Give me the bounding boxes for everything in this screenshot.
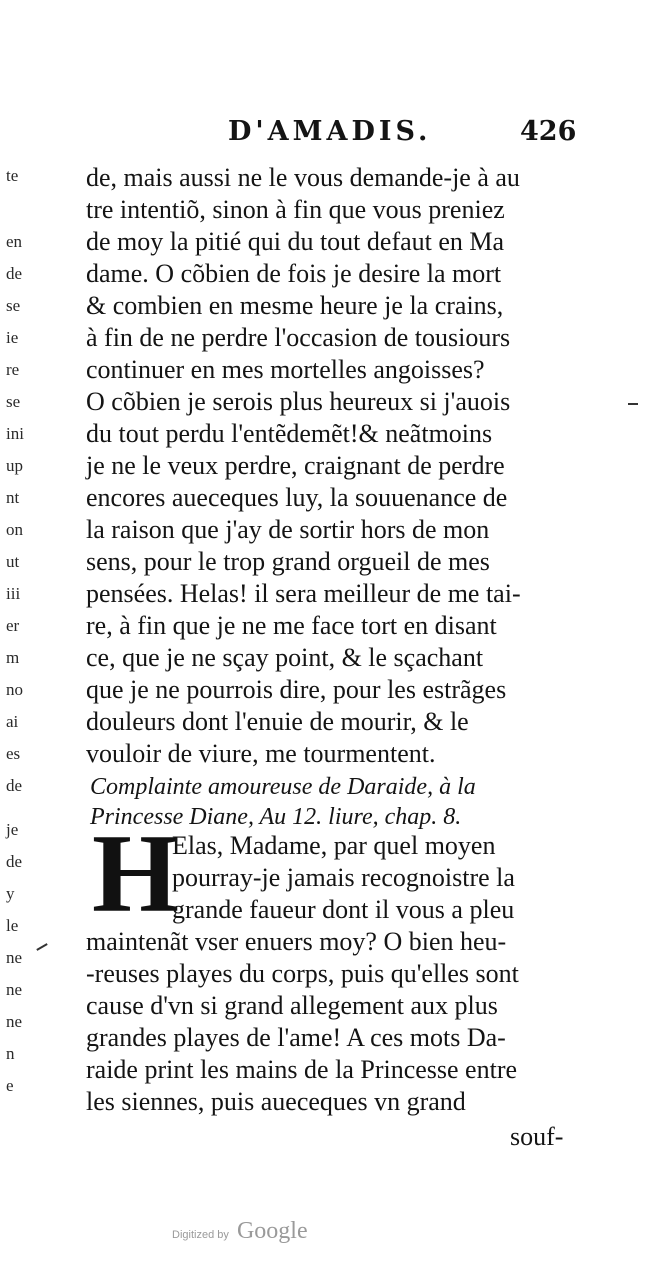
- watermark-prefix: Digitized by: [172, 1229, 229, 1241]
- margin-fragment: iii: [6, 584, 21, 603]
- margin-fragment: ne: [6, 1012, 23, 1031]
- text-line: O cõbien je serois plus heureux si j'auois: [86, 387, 511, 416]
- margin-fragment: re: [6, 360, 20, 379]
- margin-fragment: e: [6, 1076, 14, 1095]
- page-number: 426: [520, 116, 577, 147]
- text-line: & combien en mesme heure je la crains,: [86, 291, 504, 320]
- margin-fragment: es: [6, 744, 21, 763]
- text-line: encores aueceques luy, la souuenance de: [86, 483, 508, 512]
- text-line: douleurs dont l'enuie de mourir, & le: [86, 707, 469, 736]
- text-line: Elas, Madame, par quel moyen: [172, 831, 496, 860]
- margin-fragment: ne: [6, 948, 23, 967]
- margin-fragment: no: [6, 680, 23, 699]
- text-line: de moy la pitié qui du tout defaut en Ma: [86, 227, 505, 256]
- text-line: que je ne pourrois dire, pour les estrãges: [86, 675, 507, 704]
- margin-fragment: nt: [6, 488, 20, 507]
- margin-fragment: up: [6, 456, 23, 475]
- margin-mark: [36, 943, 47, 951]
- margin-fragment: je: [6, 820, 19, 839]
- margin-fragment: se: [6, 392, 21, 411]
- running-header: [0, 116, 672, 152]
- margin-fragment: ie: [6, 328, 19, 347]
- margin-fragment: te: [6, 166, 19, 185]
- margin-fragment: de: [6, 776, 23, 795]
- text-line: vouloir de viure, me tourmentent.: [86, 739, 436, 768]
- text-line: je ne le veux perdre, craignant de perdre: [86, 451, 505, 480]
- margin-fragment: n: [6, 1044, 15, 1063]
- text-line: tre intentiõ, sinon à fin que vous preniez: [86, 195, 505, 224]
- section-caption-line: Princesse Diane, Au 12. liure, chap. 8.: [90, 804, 462, 830]
- margin-fragment: ai: [6, 712, 19, 731]
- text-line: ce, que je ne sçay point, & le sçachant: [86, 643, 484, 672]
- text-line: de, mais aussi ne le vous demande-je à au: [86, 163, 520, 192]
- margin-fragment: m: [6, 648, 20, 667]
- google-logo: Google: [236, 1218, 308, 1244]
- margin-mark: [628, 403, 638, 405]
- margin-fragment: en: [6, 232, 23, 251]
- text-line: pensées. Helas! il sera meilleur de me tai-: [86, 579, 521, 608]
- margin-fragment: y: [6, 884, 15, 903]
- margin-fragment: on: [6, 520, 23, 539]
- margin-fragment: ne: [6, 980, 23, 999]
- text-line: grande faueur dont il vous a pleu: [172, 895, 515, 924]
- margin-fragment: er: [6, 616, 20, 635]
- text-line: re, à fin que je ne me face tort en disant: [86, 611, 497, 640]
- text-line: du tout perdu l'entẽdemẽt!& neãtmoins: [86, 419, 493, 448]
- drop-cap: H: [92, 812, 180, 936]
- text-line: grandes playes de l'ame! A ces mots Da-: [86, 1023, 506, 1052]
- header-title: D'AMADIS.: [228, 116, 432, 147]
- margin-fragment: le: [6, 916, 19, 935]
- section-caption-line: Complainte amoureuse de Daraide, à la: [90, 774, 476, 800]
- text-line: à fin de ne perdre l'occasion de tousiours: [86, 323, 511, 352]
- text-line: continuer en mes mortelles angoisses?: [86, 355, 485, 384]
- margin-fragment: ut: [6, 552, 20, 571]
- catchword: souf-: [510, 1122, 564, 1151]
- margin-fragment: ini: [6, 424, 24, 443]
- text-line: -reuses playes du corps, puis qu'elles sont: [86, 959, 519, 988]
- text-line: cause d'vn si grand allegement aux plus: [86, 991, 498, 1020]
- margin-fragment: de: [6, 264, 23, 283]
- text-line: maintenãt vser enuers moy? O bien heu-: [86, 927, 507, 956]
- margin-fragment: se: [6, 296, 21, 315]
- text-line: les siennes, puis aueceques vn grand: [86, 1087, 466, 1116]
- text-line: la raison que j'ay de sortir hors de mon: [86, 515, 490, 544]
- text-line: raide print les mains de la Princesse entre: [86, 1055, 518, 1084]
- margin-fragment: de: [6, 852, 23, 871]
- digitizer-watermark: [172, 1218, 308, 1245]
- text-line: sens, pour le trop grand orgueil de mes: [86, 547, 490, 576]
- text-line: pourray-je jamais recognoistre la: [172, 863, 515, 892]
- text-line: dame. O cõbien de fois je desire la mort: [86, 259, 502, 288]
